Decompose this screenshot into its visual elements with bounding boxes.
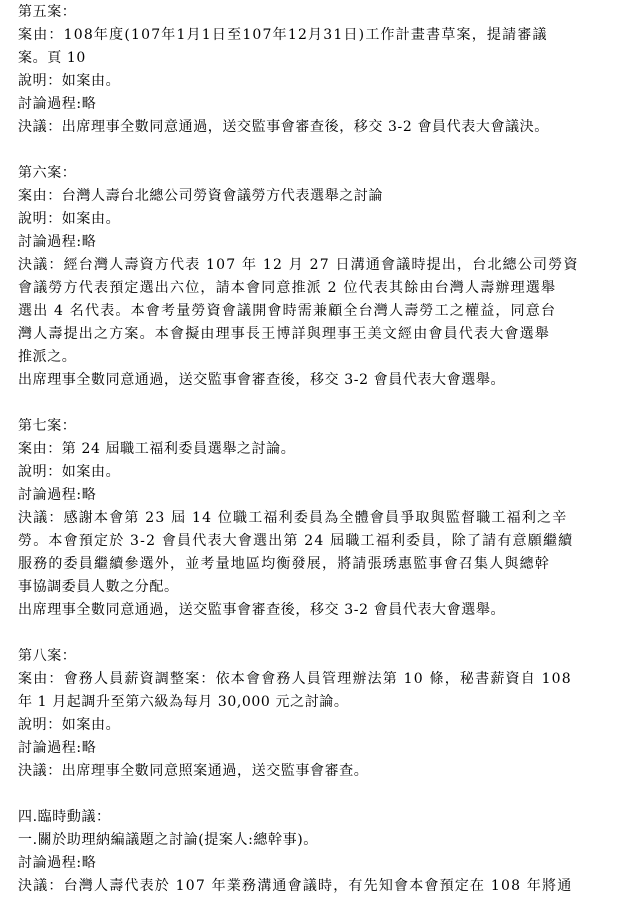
- case7-resolution-line: 服務的委員繼續參選外，並考量地區均衡發展，將請張琇惠監事會召集人與總幹: [18, 556, 550, 572]
- case7-final: 出席理事全數同意通過，送交監事會審查後，移交 3-2 會員代表大會選舉。: [18, 602, 506, 618]
- case8-reason-line2: 年 1 月起調升至第六級為每月 30,000 元之討論。: [18, 694, 349, 710]
- case5-reason-line2: 案。頁 10: [18, 50, 86, 66]
- case7-heading: 第七案：: [18, 418, 77, 434]
- section4-discussion: 討論過程:略: [18, 855, 97, 871]
- case6-heading: 第六案：: [18, 165, 77, 181]
- section4-resolution: 決議：台灣人壽代表於 107 年業務溝通會議時，有先知會本會預定在 108 年將通: [18, 878, 573, 894]
- case8-heading: 第八案：: [18, 648, 77, 664]
- section4-heading: 四.臨時動議：: [18, 809, 111, 825]
- case7-resolution-line: 事協調委員人數之分配。: [18, 579, 179, 595]
- case5-explanation: 說明：如案由。: [18, 73, 121, 89]
- case7-explanation: 說明：如案由。: [18, 464, 121, 480]
- case6-resolution-line: 選出 4 名代表。本會考量勞資會議開會時需兼顧全台灣人壽勞工之權益，同意台: [18, 303, 557, 319]
- case6-resolution-line: 會議勞方代表預定選出六位，請本會同意推派 2 位代表其餘由台灣人壽辦理選舉: [18, 280, 557, 296]
- case7-reason: 案由：第 24 屆職工福利委員選舉之討論。: [18, 441, 296, 457]
- case6-explanation: 說明：如案由。: [18, 211, 121, 227]
- case6-reason: 案由：台灣人壽台北總公司勞資會議勞方代表選舉之討論: [18, 188, 383, 204]
- case8-reason-line1: 案由：會務人員薪資調整案：依本會會務人員管理辦法第 10 條，秘書薪資自 108: [18, 671, 572, 687]
- case6-resolution-line: 灣人壽提出之方案。本會擬由理事長王博詳與理事王美文經由會員代表大會選舉: [18, 326, 550, 342]
- case6-resolution-line: 決議：經台灣人壽資方代表 107 年 12 月 27 日溝通會議時提出，台北總公司勞資: [18, 257, 579, 273]
- case8-explanation: 說明：如案由。: [18, 717, 121, 733]
- case5-heading: 第五案：: [18, 4, 77, 20]
- case7-resolution-line: 勞。本會預定於 3-2 會員代表大會選出第 24 屆職工福利委員，除了請有意願繼續: [18, 533, 574, 549]
- case7-discussion: 討論過程:略: [18, 487, 97, 503]
- case5-resolution: 決議：出席理事全數同意通過，送交監事會審查後，移交 3-2 會員代表大會議決。: [18, 119, 549, 135]
- case6-final: 出席理事全數同意通過，送交監事會審查後，移交 3-2 會員代表大會選舉。: [18, 372, 506, 388]
- case7-resolution-line: 決議：感謝本會第 23 屆 14 位職工福利委員為全體會員爭取與監督職工福利之辛: [18, 510, 568, 526]
- section4-item1: 一.關於助理納編議題之討論(提案人:總幹事)。: [18, 832, 318, 848]
- case8-discussion: 討論過程:略: [18, 740, 97, 756]
- case5-discussion: 討論過程:略: [18, 96, 97, 112]
- case6-discussion: 討論過程:略: [18, 234, 97, 250]
- case8-resolution: 決議：出席理事全數同意照案通過，送交監事會審查。: [18, 763, 369, 779]
- case6-resolution-line: 推派之。: [18, 349, 77, 365]
- case5-reason-line1: 案由：108年度(107年1月1日至107年12月31日)工作計畫書草案，提請審議: [18, 27, 548, 43]
